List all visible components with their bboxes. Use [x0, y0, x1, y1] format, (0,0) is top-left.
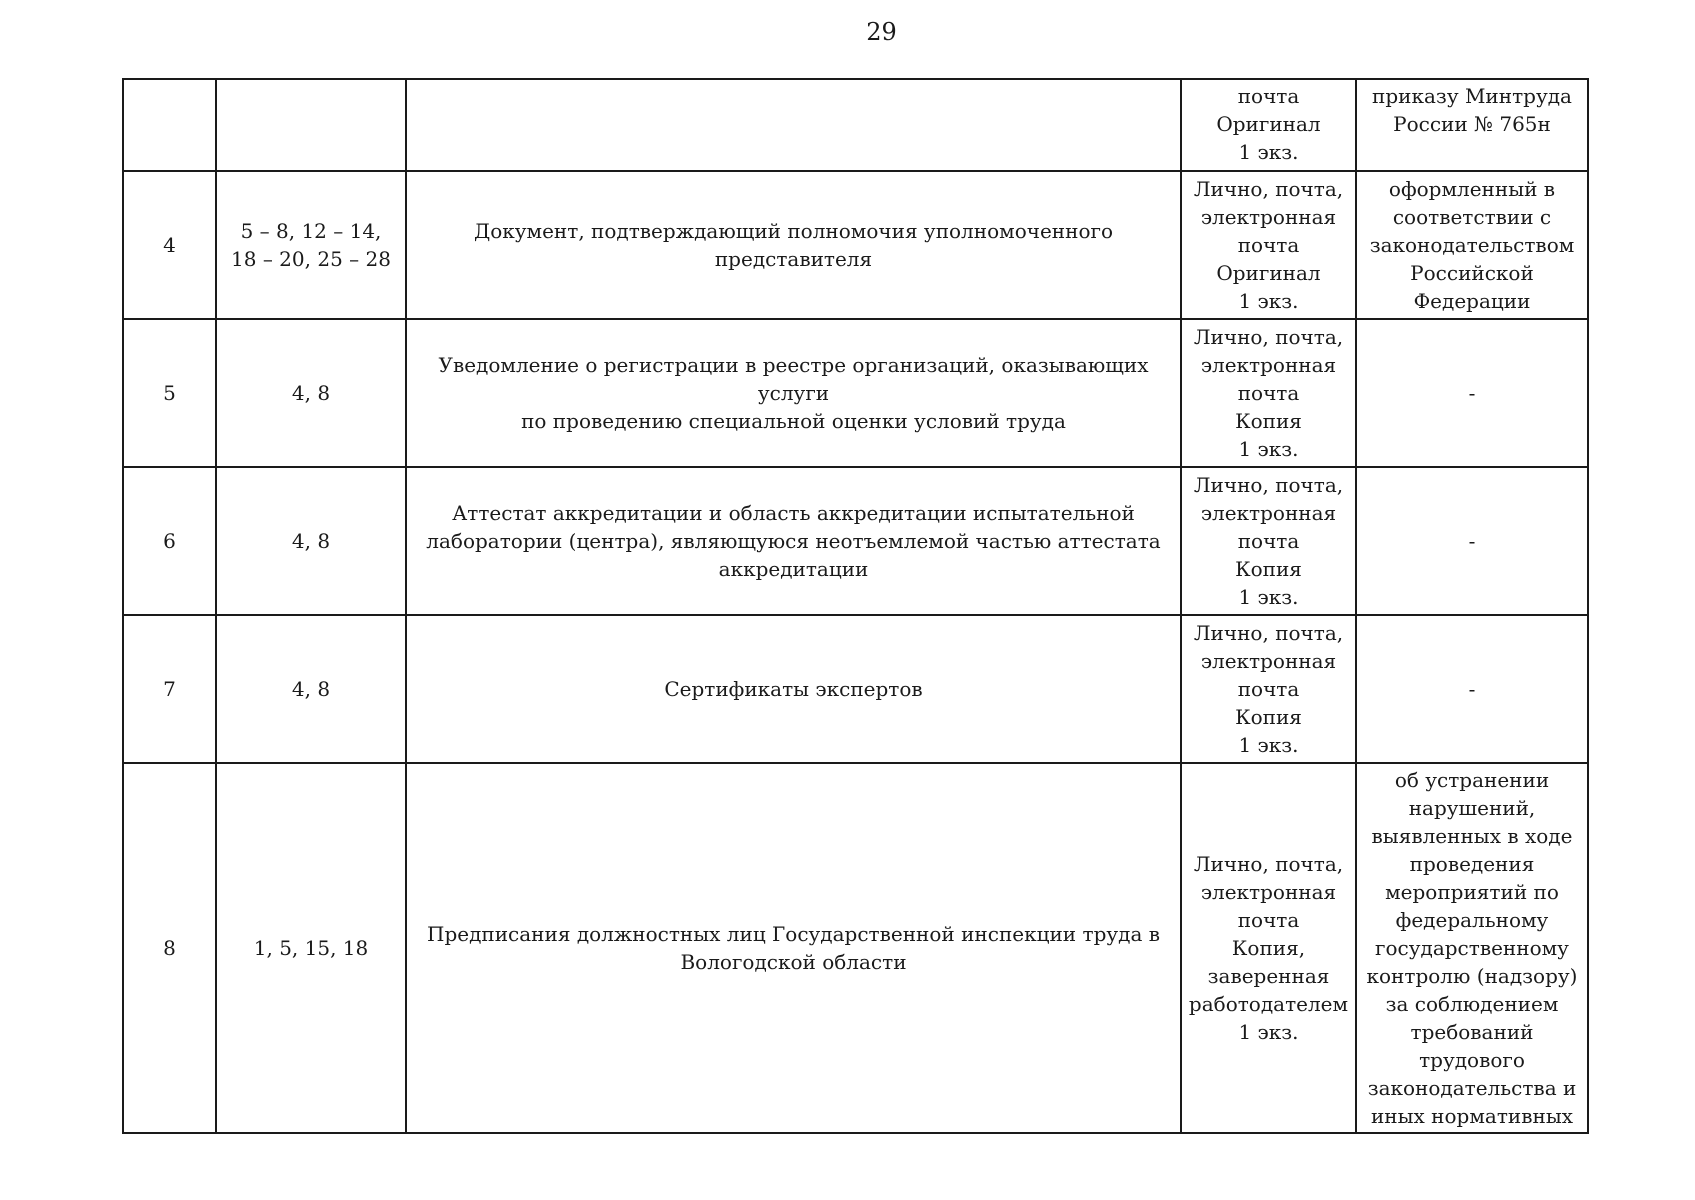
- document-name-cell: Уведомление о регистрации в реестре организаций, оказывающих услуги по проведению специальной оценки условий труда: [406, 319, 1181, 467]
- page-number: 29: [866, 18, 897, 46]
- note-cell: -: [1356, 467, 1588, 615]
- note-cell: приказу Минтруда России № 765н: [1356, 79, 1588, 171]
- note-cell: -: [1356, 319, 1588, 467]
- item-numbers-cell: 4, 8: [216, 467, 406, 615]
- table-row: [123, 319, 1588, 467]
- submission-method-cell: почта Оригинал 1 экз.: [1181, 79, 1356, 171]
- table-row: [123, 79, 1588, 171]
- document-name-cell: Предписания должностных лиц Государственной инспекции труда в Вологодской области: [406, 763, 1181, 1133]
- document-name-cell: Документ, подтверждающий полномочия уполномоченного представителя: [406, 171, 1181, 319]
- row-number-cell: [123, 79, 216, 171]
- document-name-cell: Аттестат аккредитации и область аккредитации испытательной лаборатории (центра), являющуюся неотъемлемой частью аттестата аккредитации: [406, 467, 1181, 615]
- submission-method-cell: Лично, почта, электронная почта Копия 1 экз.: [1181, 615, 1356, 763]
- table-row: [123, 763, 1588, 1133]
- document-name-cell: Сертификаты экспертов: [406, 615, 1181, 763]
- row-number-cell: 7: [123, 615, 216, 763]
- item-numbers-cell: 4, 8: [216, 615, 406, 763]
- table-row: [123, 467, 1588, 615]
- note-cell: -: [1356, 615, 1588, 763]
- table-row: [123, 615, 1588, 763]
- row-number-cell: 6: [123, 467, 216, 615]
- row-number-cell: 8: [123, 763, 216, 1133]
- item-numbers-cell: 1, 5, 15, 18: [216, 763, 406, 1133]
- submission-method-cell: Лично, почта, электронная почта Копия 1 экз.: [1181, 319, 1356, 467]
- item-numbers-cell: [216, 79, 406, 171]
- note-cell: об устранении нарушений, выявленных в ходе проведения мероприятий по федеральному государственному контролю (надзору) за соблюдением требований трудового законодательства и иных нормативных: [1356, 763, 1588, 1133]
- row-number-cell: 5: [123, 319, 216, 467]
- note-cell: оформленный в соответствии с законодательством Российской Федерации: [1356, 171, 1588, 319]
- table-row: [123, 171, 1588, 319]
- submission-method-cell: Лично, почта, электронная почта Копия, заверенная работодателем 1 экз.: [1181, 763, 1356, 1133]
- document-name-cell: [406, 79, 1181, 171]
- row-number-cell: 4: [123, 171, 216, 319]
- item-numbers-cell: 5 – 8, 12 – 14, 18 – 20, 25 – 28: [216, 171, 406, 319]
- submission-method-cell: Лично, почта, электронная почта Оригинал 1 экз.: [1181, 171, 1356, 319]
- documents-table: [122, 78, 1589, 1134]
- submission-method-cell: Лично, почта, электронная почта Копия 1 экз.: [1181, 467, 1356, 615]
- item-numbers-cell: 4, 8: [216, 319, 406, 467]
